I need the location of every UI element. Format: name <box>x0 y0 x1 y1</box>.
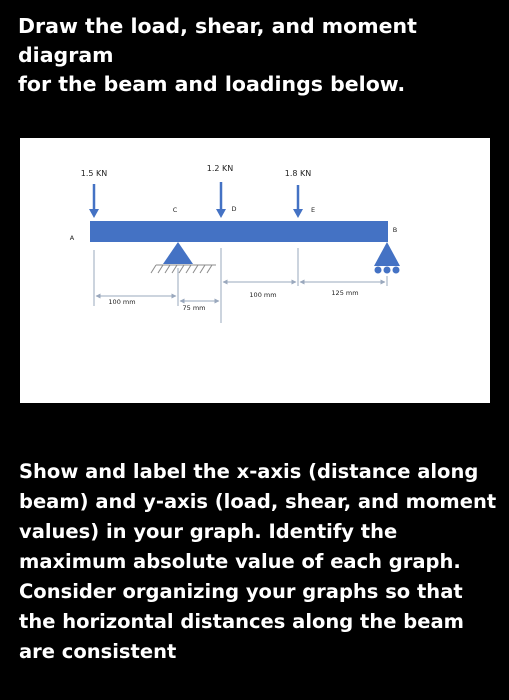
instruction-line-6: the horizontal distances along the beam <box>19 610 464 633</box>
dimension-label-1: 100 mm <box>108 298 136 306</box>
instruction-line-7: are consistent <box>19 640 177 663</box>
title-line-1: Draw the load, shear, and moment diagram <box>18 14 417 67</box>
point-label-c: C <box>172 206 178 214</box>
instruction-line-4: maximum absolute value of each graph. <box>19 550 461 573</box>
load-arrow-2 <box>216 182 226 218</box>
load-label-1: 1.5 KN <box>80 169 108 178</box>
point-label-d: D <box>231 205 237 213</box>
load-arrow-1 <box>89 184 99 218</box>
instruction-line-3: values) in your graph. Identify the <box>19 520 398 543</box>
load-label-2: 1.2 KN <box>206 164 234 173</box>
beam <box>90 221 388 242</box>
problem-title <box>18 12 498 99</box>
instructions <box>19 457 499 667</box>
beam-diagram <box>20 138 490 403</box>
load-arrow-3 <box>293 185 303 218</box>
beam-figure <box>20 138 490 403</box>
instruction-line-2: beam) and y-axis (load, shear, and moment <box>19 490 497 513</box>
roller-support-b <box>374 242 400 274</box>
instruction-line-5: Consider organizing your graphs so that <box>19 580 463 603</box>
point-label-a: A <box>69 234 75 242</box>
point-label-b: B <box>392 226 398 234</box>
dimension-label-4: 125 mm <box>331 289 359 297</box>
point-label-e: E <box>310 206 316 214</box>
load-label-3: 1.8 KN <box>284 169 312 178</box>
dimension-label-3: 100 mm <box>249 291 277 299</box>
pin-support-c <box>151 242 216 273</box>
instruction-line-1: Show and label the x-axis (distance along <box>19 460 479 483</box>
extension-lines <box>94 248 387 323</box>
dimension-label-2: 75 mm <box>182 304 206 312</box>
title-line-2: for the beam and loadings below. <box>18 72 406 96</box>
